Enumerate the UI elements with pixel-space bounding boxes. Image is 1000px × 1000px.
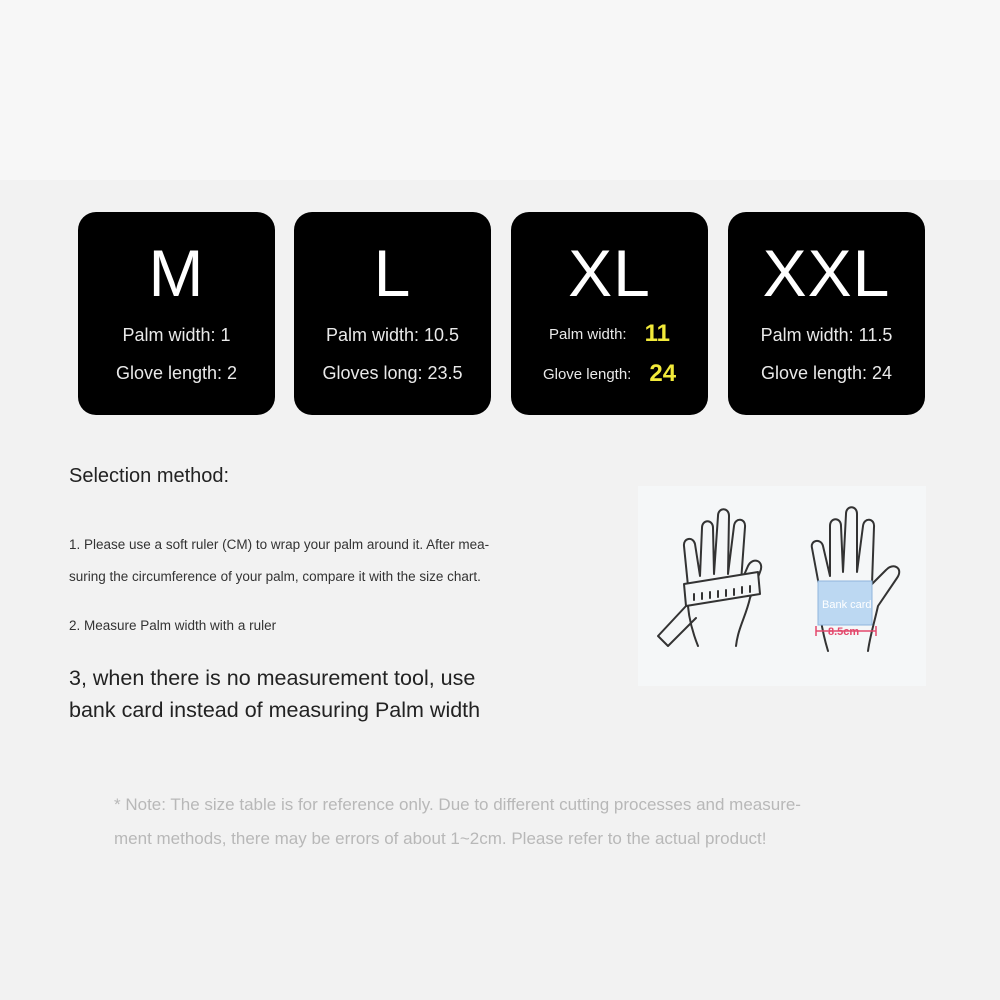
palm-width-label: Palm width: 1	[122, 325, 231, 345]
step-3-line-1: 3, when there is no measurement tool, use	[69, 666, 476, 690]
size-note	[114, 788, 894, 856]
palm-width-label: Palm width: 10.5	[325, 325, 460, 345]
hands-drawing	[638, 486, 926, 686]
step-2: 2. Measure Palm width with a ruler	[69, 618, 277, 633]
glove-length-label: Glove length:	[542, 366, 632, 383]
step-3	[69, 662, 519, 726]
glove-length-value: 24	[649, 360, 677, 387]
note-line-1: * Note: The size table is for reference only. Due to different cutting processes and measure-	[114, 795, 801, 814]
palm-width-label: Palm width:	[549, 326, 627, 343]
palm-width-row	[78, 326, 275, 344]
note-line-2: ment methods, there may be errors of about 1~2cm. Please refer to the actual product!	[114, 829, 767, 848]
size-card-xxl	[728, 212, 925, 415]
step-1-line-1: 1. Please use a soft ruler (CM) to wrap your palm around it. After mea-	[69, 537, 490, 552]
glove-length-label: Glove length: 2	[115, 363, 238, 383]
size-label: M	[148, 236, 205, 310]
glove-length-row	[294, 364, 491, 382]
size-label: XXL	[762, 236, 891, 310]
selection-method-heading: Selection method:	[69, 465, 230, 487]
palm-width-row	[728, 326, 925, 344]
glove-length-row	[728, 364, 925, 382]
width-label: 8.5cm	[828, 626, 860, 638]
palm-width-label: Palm width: 11.5	[760, 325, 893, 345]
step-1-line-2: suring the circumference of your palm, compare it with the size chart.	[69, 569, 481, 584]
glove-length-row	[78, 364, 275, 382]
size-label: L	[373, 236, 412, 310]
size-chart	[78, 212, 926, 415]
size-card-l	[294, 212, 491, 415]
step-3-line-2: bank card instead of measuring Palm width	[69, 698, 481, 722]
glove-length-label: Gloves long: 23.5	[322, 363, 463, 383]
top-band	[0, 0, 1000, 180]
palm-width-row	[511, 322, 708, 346]
palm-width-row	[294, 326, 491, 344]
size-card-m	[78, 212, 275, 415]
palm-width-value: 11	[644, 320, 670, 347]
bank-card-label: Bank card	[822, 599, 872, 611]
hand-with-ruler-icon	[658, 509, 761, 646]
glove-length-row	[511, 362, 708, 386]
size-card-xl	[511, 212, 708, 415]
glove-length-label: Glove length: 24	[760, 363, 893, 383]
measurement-illustration	[638, 486, 926, 686]
size-label: XL	[568, 236, 651, 310]
